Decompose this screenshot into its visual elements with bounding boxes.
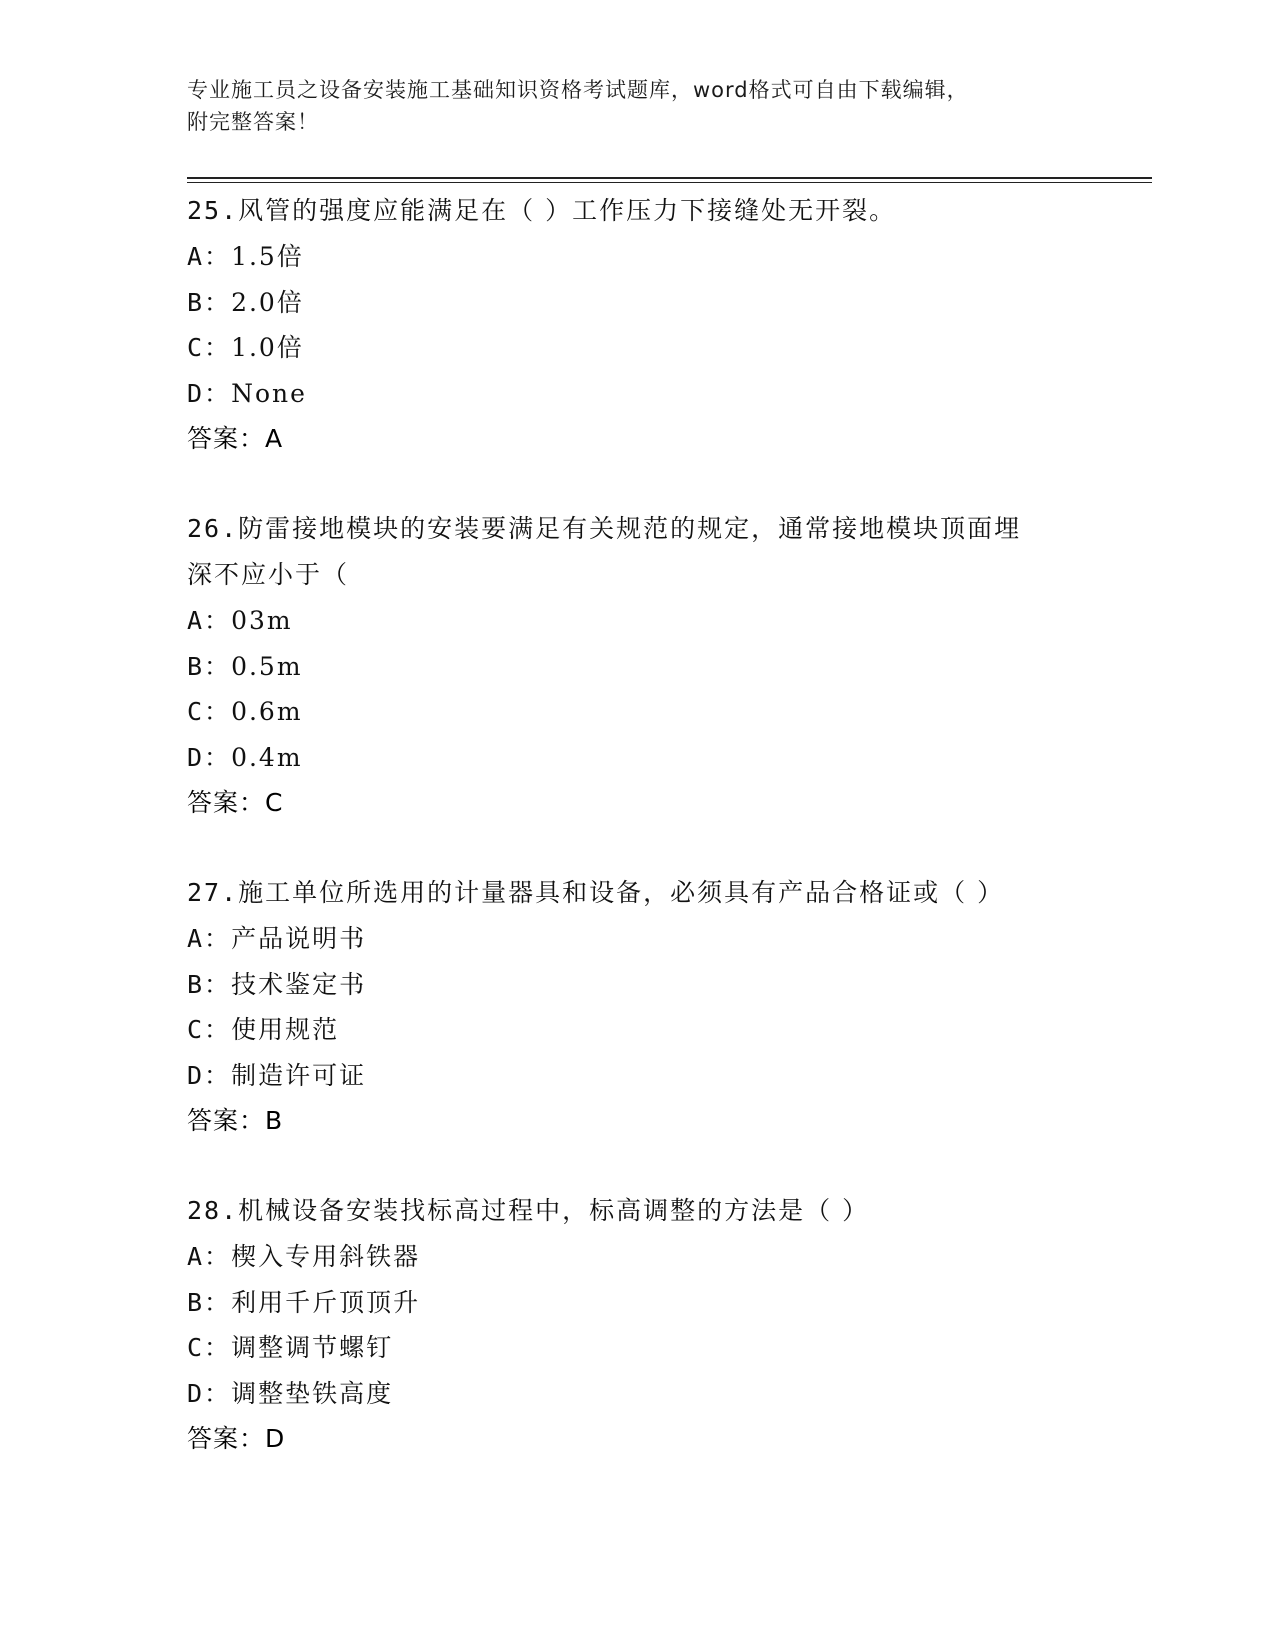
option-text: 制造许可证 <box>231 1060 367 1090</box>
option-text: 调整垫铁高度 <box>231 1378 394 1408</box>
question-stem <box>187 870 1147 916</box>
answer-line <box>187 416 1147 462</box>
header-line-2: 附完整答案！ <box>187 110 319 134</box>
question-stem <box>187 188 1147 234</box>
option-letter: B： <box>187 651 232 681</box>
option-letter: D： <box>187 742 232 772</box>
option-text: 利用千斤顶顶升 <box>231 1287 421 1317</box>
option-text: 0.6m <box>231 697 303 726</box>
option-text: 2.0倍 <box>231 287 304 317</box>
option-c <box>187 325 1147 371</box>
option-text: 0.4m <box>231 742 303 772</box>
question-list <box>187 188 1147 1506</box>
answer-label: 答案： <box>187 1424 266 1453</box>
question-text: 防雷接地模块的安装要满足有关规范的规定，通常接地模块顶面埋 <box>238 514 1022 543</box>
option-text: 技术鉴定书 <box>231 969 367 999</box>
option-d <box>187 371 1147 417</box>
option-text: 0.5m <box>231 651 303 681</box>
answer-value: D <box>265 1424 286 1453</box>
option-a <box>187 1234 1147 1280</box>
option-letter: A： <box>187 242 232 271</box>
option-letter: C： <box>187 333 232 362</box>
question-26 <box>187 506 1147 826</box>
question-number: 25. <box>187 196 239 225</box>
header-divider-thick <box>187 177 1152 179</box>
answer-label: 答案： <box>187 424 266 453</box>
option-letter: B： <box>187 287 232 317</box>
option-b <box>187 962 1147 1008</box>
question-25 <box>187 188 1147 462</box>
option-d <box>187 1371 1147 1417</box>
option-b <box>187 644 1147 690</box>
option-d <box>187 735 1147 781</box>
option-letter: C： <box>187 1015 232 1044</box>
document-header <box>187 74 1067 138</box>
answer-value: B <box>265 1106 284 1135</box>
question-number: 28. <box>187 1196 239 1225</box>
option-letter: D： <box>187 378 232 408</box>
question-27 <box>187 870 1147 1144</box>
header-line-1: 专业施工员之设备安装施工基础知识资格考试题库，word格式可自由下载编辑， <box>187 78 969 102</box>
question-text: 深不应小于（ <box>187 560 350 589</box>
option-letter: A： <box>187 1242 232 1271</box>
answer-line <box>187 780 1147 826</box>
question-stem <box>187 506 1147 552</box>
option-text: 楔入专用斜铁器 <box>231 1242 421 1271</box>
question-28 <box>187 1188 1147 1462</box>
option-letter: C： <box>187 697 232 726</box>
question-number: 27. <box>187 878 239 907</box>
option-text: 产品说明书 <box>231 924 367 953</box>
option-letter: D： <box>187 1060 232 1090</box>
option-a <box>187 598 1147 644</box>
option-d <box>187 1053 1147 1099</box>
option-text: 1.0倍 <box>231 333 304 362</box>
answer-label: 答案： <box>187 788 266 817</box>
answer-line <box>187 1098 1147 1144</box>
option-b <box>187 1280 1147 1326</box>
option-text: 1.5倍 <box>231 242 304 271</box>
question-stem <box>187 1188 1147 1234</box>
question-text: 施工单位所选用的计量器具和设备，必须具有产品合格证或（ ） <box>238 878 1005 907</box>
question-text: 机械设备安装找标高过程中，标高调整的方法是（ ） <box>238 1196 870 1225</box>
option-a <box>187 916 1147 962</box>
option-c <box>187 1007 1147 1053</box>
option-text: 调整调节螺钉 <box>231 1333 394 1362</box>
question-text: 风管的强度应能满足在（ ）工作压力下接缝处无开裂。 <box>238 196 897 225</box>
option-letter: B： <box>187 969 232 999</box>
header-divider-thin <box>187 182 1152 183</box>
question-number: 26. <box>187 514 239 543</box>
option-text: 03m <box>231 606 293 635</box>
option-b <box>187 280 1147 326</box>
option-letter: B： <box>187 1287 232 1317</box>
option-text: None <box>231 378 307 408</box>
option-c <box>187 1325 1147 1371</box>
option-c <box>187 689 1147 735</box>
option-text: 使用规范 <box>231 1015 340 1044</box>
answer-line <box>187 1416 1147 1462</box>
option-letter: A： <box>187 606 232 635</box>
answer-label: 答案： <box>187 1106 266 1135</box>
answer-value: A <box>265 424 284 453</box>
option-letter: A： <box>187 924 232 953</box>
answer-value: C <box>265 788 284 817</box>
question-stem-continued <box>187 552 1147 598</box>
option-letter: C： <box>187 1333 232 1362</box>
option-a <box>187 234 1147 280</box>
option-letter: D： <box>187 1378 232 1408</box>
